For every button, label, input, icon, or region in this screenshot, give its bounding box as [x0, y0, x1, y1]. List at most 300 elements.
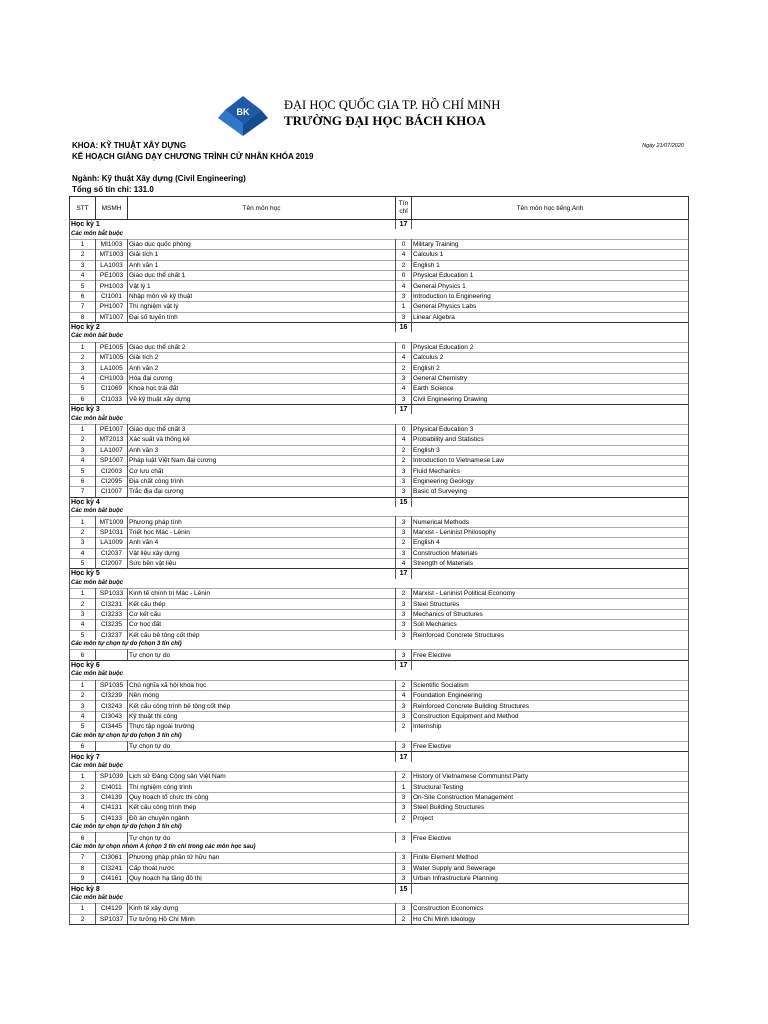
course-code: MI1003: [96, 239, 128, 249]
course-name: Thí nghiệm công trình: [128, 782, 396, 792]
course-row: [70, 445, 689, 455]
course-row: [70, 813, 689, 823]
course-name: Giải tích 1: [128, 250, 396, 260]
semester-label: Học kỳ 8: [70, 884, 396, 894]
course-credits: 1: [396, 782, 412, 792]
course-code: PE1003: [96, 270, 128, 280]
course-name: Thực tập ngoài trường: [128, 722, 396, 732]
course-index: 4: [70, 620, 96, 630]
course-credits: 3: [396, 853, 412, 863]
column-header-credits: Tín chỉ: [396, 197, 412, 220]
course-name: Nhập môn về kỹ thuật: [128, 291, 396, 301]
course-name: Hóa đại cương: [128, 373, 396, 383]
semester-row: [70, 220, 689, 230]
course-group-row: [70, 229, 689, 239]
course-credits: 3: [396, 394, 412, 404]
course-row: [70, 863, 689, 873]
course-name: Anh văn 4: [128, 538, 396, 548]
document-date: Ngày 21/07/2020: [642, 143, 684, 149]
course-name: Vật lý 1: [128, 281, 396, 291]
course-code: [96, 741, 128, 751]
course-credits: 2: [396, 914, 412, 924]
course-credits: 4: [396, 690, 412, 700]
course-name: Kinh tế xây dựng: [128, 904, 396, 914]
course-credits: 2: [396, 260, 412, 270]
course-name: Kết cấu thép: [128, 599, 396, 609]
semester-credits: 15: [396, 884, 412, 894]
course-english-name: Civil Engineering Drawing: [412, 394, 689, 404]
course-english-name: Marxist - Leninist Political Economy: [412, 589, 689, 599]
semester-label: Học kỳ 1: [70, 220, 396, 230]
course-row: [70, 270, 689, 280]
semester-row: [70, 752, 689, 762]
semester-credits: 17: [396, 752, 412, 762]
course-index: 6: [70, 476, 96, 486]
course-credits: 3: [396, 373, 412, 383]
course-english-name: Engineering Geology: [412, 476, 689, 486]
course-name: Cấp thoát nước: [128, 863, 396, 873]
course-row: [70, 424, 689, 434]
course-code: CI2037: [96, 548, 128, 558]
course-code: CI3061: [96, 853, 128, 863]
course-code: CI1001: [96, 291, 128, 301]
course-english-name: Introduction to Vietnamese Law: [412, 455, 689, 465]
course-group-label: Các môn bắt buộc: [70, 762, 689, 772]
course-index: 1: [70, 772, 96, 782]
course-index: 2: [70, 599, 96, 609]
course-row: [70, 741, 689, 751]
course-index: 3: [70, 538, 96, 548]
course-english-name: Finite Element Method: [412, 853, 689, 863]
course-row: [70, 772, 689, 782]
course-name: Tự chọn tự do: [128, 741, 396, 751]
course-row: [70, 538, 689, 548]
course-code: PH1003: [96, 281, 128, 291]
course-code: SP1007: [96, 455, 128, 465]
course-index: 1: [70, 239, 96, 249]
course-name: Tư tưởng Hồ Chí Minh: [128, 914, 396, 924]
course-name: Cơ học đất: [128, 620, 396, 630]
course-row: [70, 914, 689, 924]
course-credits: 3: [396, 466, 412, 476]
course-name: Giáo dục thể chất 1: [128, 270, 396, 280]
course-code: CI3043: [96, 711, 128, 721]
course-english-name: Marxist - Leninist Philosophy: [412, 527, 689, 537]
course-credits: 4: [396, 435, 412, 445]
course-name: Giải tích 2: [128, 353, 396, 363]
course-english-name: Construction Materials: [412, 548, 689, 558]
course-group-label: Các môn tự chọn tự do (chọn 3 tín chỉ): [70, 640, 689, 650]
course-english-name: Structural Testing: [412, 782, 689, 792]
course-english-name: Physical Education 3: [412, 424, 689, 434]
course-name: Tự chọn tự do: [128, 833, 396, 843]
table-header-row: [70, 197, 689, 220]
course-group-row: [70, 579, 689, 589]
course-english-name: Military Training: [412, 239, 689, 249]
course-group-row: [70, 894, 689, 904]
course-index: 1: [70, 517, 96, 527]
course-code: CI3445: [96, 722, 128, 732]
course-index: 5: [70, 558, 96, 568]
semester-spacer: [412, 220, 689, 230]
course-index: 1: [70, 589, 96, 599]
course-code: MT1005: [96, 353, 128, 363]
course-row: [70, 630, 689, 640]
course-english-name: Strength of Materials: [412, 558, 689, 568]
course-index: 2: [70, 435, 96, 445]
course-code: CI4129: [96, 904, 128, 914]
course-english-name: Free Elective: [412, 650, 689, 660]
semester-credits: 17: [396, 569, 412, 579]
course-credits: 3: [396, 833, 412, 843]
course-credits: 3: [396, 487, 412, 497]
semester-spacer: [412, 884, 689, 894]
course-credits: 2: [396, 538, 412, 548]
course-english-name: History of Vietnamese Communist Party: [412, 772, 689, 782]
course-english-name: Steel Building Structures: [412, 803, 689, 813]
course-english-name: Internship: [412, 722, 689, 732]
course-code: CI1007: [96, 487, 128, 497]
course-index: 5: [70, 813, 96, 823]
course-code: CI2007: [96, 558, 128, 568]
faculty-label: KHOA: KỸ THUẬT XÂY DỰNG: [72, 141, 187, 150]
course-credits: 3: [396, 620, 412, 630]
course-code: LA1003: [96, 260, 128, 270]
course-index: 6: [70, 833, 96, 843]
semester-label: Học kỳ 5: [70, 569, 396, 579]
course-index: 1: [70, 424, 96, 434]
semester-credits: 15: [396, 497, 412, 507]
course-name: Lịch sử Đảng Cộng sản Việt Nam: [128, 772, 396, 782]
course-index: 1: [70, 904, 96, 914]
course-english-name: Ho Chi Minh Ideology: [412, 914, 689, 924]
course-row: [70, 609, 689, 619]
course-english-name: Free Elective: [412, 741, 689, 751]
course-row: [70, 782, 689, 792]
course-credits: 2: [396, 589, 412, 599]
course-row: [70, 589, 689, 599]
course-code: PE1005: [96, 342, 128, 352]
course-name: Xác suất và thống kê: [128, 435, 396, 445]
column-header-english-name: Tên môn học tiếng Anh: [412, 197, 689, 220]
course-index: 2: [70, 527, 96, 537]
course-credits: 3: [396, 599, 412, 609]
course-credits: 4: [396, 281, 412, 291]
course-row: [70, 803, 689, 813]
course-row: [70, 342, 689, 352]
course-code: SP1031: [96, 527, 128, 537]
course-credits: 3: [396, 650, 412, 660]
course-code: MT1003: [96, 250, 128, 260]
course-index: 3: [70, 260, 96, 270]
course-english-name: Numerical Methods: [412, 517, 689, 527]
course-index: 4: [70, 373, 96, 383]
course-name: Khoa học trái đất: [128, 384, 396, 394]
course-name: Triết học Mác - Lênin: [128, 527, 396, 537]
course-name: Kết cấu công trình bê tông cốt thép: [128, 701, 396, 711]
course-credits: 0: [396, 424, 412, 434]
course-row: [70, 690, 689, 700]
course-english-name: English 2: [412, 363, 689, 373]
course-code: MT2013: [96, 435, 128, 445]
course-credits: 3: [396, 701, 412, 711]
curriculum-table: [69, 196, 689, 925]
semester-spacer: [412, 569, 689, 579]
course-index: 4: [70, 803, 96, 813]
course-group-label: Các môn bắt buộc: [70, 670, 689, 680]
course-index: 3: [70, 363, 96, 373]
course-code: CI4133: [96, 813, 128, 823]
course-group-row: [70, 823, 689, 833]
course-code: CI3233: [96, 609, 128, 619]
course-row: [70, 435, 689, 445]
course-row: [70, 394, 689, 404]
course-code: MT1009: [96, 517, 128, 527]
course-credits: 3: [396, 863, 412, 873]
course-row: [70, 312, 689, 322]
logo-text: BK: [236, 107, 250, 117]
course-name: Địa chất công trình: [128, 476, 396, 486]
course-index: 2: [70, 353, 96, 363]
course-code: SP1039: [96, 772, 128, 782]
course-credits: 3: [396, 792, 412, 802]
course-row: [70, 353, 689, 363]
course-code: SP1035: [96, 680, 128, 690]
course-index: 5: [70, 384, 96, 394]
course-index: 4: [70, 455, 96, 465]
course-code: CH1003: [96, 373, 128, 383]
course-english-name: On-Site Construction Management: [412, 792, 689, 802]
course-index: 5: [70, 281, 96, 291]
semester-row: [70, 497, 689, 507]
course-index: 2: [70, 690, 96, 700]
course-credits: 3: [396, 874, 412, 884]
course-row: [70, 302, 689, 312]
course-name: Kỹ thuật thi công: [128, 711, 396, 721]
course-code: [96, 650, 128, 660]
semester-row: [70, 660, 689, 670]
course-name: Giáo dục thể chất 2: [128, 342, 396, 352]
course-row: [70, 363, 689, 373]
course-credits: 3: [396, 517, 412, 527]
course-english-name: General Chemistry: [412, 373, 689, 383]
course-code: SP1037: [96, 914, 128, 924]
semester-row: [70, 405, 689, 415]
course-english-name: Construction Equipment and Method: [412, 711, 689, 721]
course-index: 2: [70, 250, 96, 260]
course-index: 2: [70, 914, 96, 924]
course-index: 2: [70, 782, 96, 792]
course-code: CI3239: [96, 690, 128, 700]
semester-spacer: [412, 405, 689, 415]
course-credits: 3: [396, 630, 412, 640]
course-code: LA1007: [96, 445, 128, 455]
course-group-label: Các môn tự chọn nhóm A (chọn 3 tín chỉ trong các môn học sau): [70, 843, 689, 853]
course-credits: 4: [396, 353, 412, 363]
course-english-name: Urban Infrastructure Planning: [412, 874, 689, 884]
semester-label: Học kỳ 4: [70, 497, 396, 507]
course-row: [70, 281, 689, 291]
course-index: 1: [70, 680, 96, 690]
course-name: Anh văn 3: [128, 445, 396, 455]
semester-label: Học kỳ 6: [70, 660, 396, 670]
course-name: Đại số tuyến tính: [128, 312, 396, 322]
course-group-label: Các môn tự chọn tự do (chọn 3 tín chỉ): [70, 823, 689, 833]
semester-label: Học kỳ 2: [70, 322, 396, 332]
course-credits: 0: [396, 270, 412, 280]
course-english-name: Basic of Surveying: [412, 487, 689, 497]
course-row: [70, 599, 689, 609]
course-group-label: Các môn bắt buộc: [70, 894, 689, 904]
column-header-course-name: Tên môn học: [128, 197, 396, 220]
course-credits: 2: [396, 455, 412, 465]
semester-row: [70, 322, 689, 332]
course-code: CI2003: [96, 466, 128, 476]
course-name: Anh văn 1: [128, 260, 396, 270]
course-english-name: Water Supply and Sewerage: [412, 863, 689, 873]
course-row: [70, 527, 689, 537]
semester-spacer: [412, 752, 689, 762]
course-credits: 1: [396, 302, 412, 312]
semester-spacer: [412, 497, 689, 507]
course-name: Quy hoạch tổ chức thi công: [128, 792, 396, 802]
course-group-row: [70, 507, 689, 517]
course-english-name: Free Elective: [412, 833, 689, 843]
course-row: [70, 291, 689, 301]
course-index: 7: [70, 853, 96, 863]
course-row: [70, 904, 689, 914]
course-row: [70, 384, 689, 394]
course-group-row: [70, 640, 689, 650]
semester-spacer: [412, 322, 689, 332]
course-name: Thí nghiệm vật lý: [128, 302, 396, 312]
course-group-label: Các môn bắt buộc: [70, 507, 689, 517]
course-row: [70, 373, 689, 383]
course-english-name: Construction Economics: [412, 904, 689, 914]
course-name: Phương pháp tính: [128, 517, 396, 527]
course-credits: 3: [396, 527, 412, 537]
course-name: Kinh tế chính trị Mác - Lênin: [128, 589, 396, 599]
university-name: ĐẠI HỌC QUỐC GIA TP. HỒ CHÍ MINH: [284, 98, 501, 112]
course-english-name: Calculus 2: [412, 353, 689, 363]
course-row: [70, 874, 689, 884]
course-credits: 2: [396, 445, 412, 455]
semester-label: Học kỳ 7: [70, 752, 396, 762]
course-english-name: Probability and Statistics: [412, 435, 689, 445]
course-index: 5: [70, 722, 96, 732]
course-index: 6: [70, 741, 96, 751]
course-english-name: Reinforced Concrete Structures: [412, 630, 689, 640]
course-row: [70, 548, 689, 558]
major-label: Ngành: Kỹ thuật Xây dựng (Civil Engineering): [72, 174, 246, 183]
course-group-row: [70, 843, 689, 853]
course-group-label: Các môn bắt buộc: [70, 579, 689, 589]
course-credits: 3: [396, 291, 412, 301]
course-index: 4: [70, 548, 96, 558]
course-index: 4: [70, 270, 96, 280]
course-group-row: [70, 332, 689, 342]
course-code: CI3237: [96, 630, 128, 640]
course-row: [70, 711, 689, 721]
course-code: SP1033: [96, 589, 128, 599]
semester-spacer: [412, 660, 689, 670]
course-row: [70, 558, 689, 568]
course-english-name: English 1: [412, 260, 689, 270]
course-row: [70, 833, 689, 843]
course-name: Phương pháp phần tử hữu hạn: [128, 853, 396, 863]
course-code: CI3241: [96, 863, 128, 873]
course-english-name: Calculus 1: [412, 250, 689, 260]
course-credits: 0: [396, 239, 412, 249]
course-index: 5: [70, 466, 96, 476]
course-name: Tự chọn tự do: [128, 650, 396, 660]
course-index: 6: [70, 291, 96, 301]
course-english-name: Linear Algebra: [412, 312, 689, 322]
course-name: Vẽ kỹ thuật xây dựng: [128, 394, 396, 404]
course-row: [70, 455, 689, 465]
course-code: CI4011: [96, 782, 128, 792]
course-name: Giáo dục thể chất 3: [128, 424, 396, 434]
course-index: 3: [70, 609, 96, 619]
course-credits: 3: [396, 741, 412, 751]
course-english-name: Foundation Engineering: [412, 690, 689, 700]
course-row: [70, 722, 689, 732]
course-credits: 4: [396, 384, 412, 394]
course-name: Anh văn 2: [128, 363, 396, 373]
course-group-label: Các môn tự chọn tự do (chọn 3 tín chỉ): [70, 732, 689, 742]
course-index: 5: [70, 630, 96, 640]
course-credits: 2: [396, 722, 412, 732]
course-name: Kết cấu bê tông cốt thép: [128, 630, 396, 640]
course-credits: 0: [396, 342, 412, 352]
course-index: 6: [70, 394, 96, 404]
course-credits: 3: [396, 711, 412, 721]
course-code: PE1007: [96, 424, 128, 434]
course-row: [70, 487, 689, 497]
course-index: 7: [70, 487, 96, 497]
course-name: Quy hoạch hạ tầng đô thị: [128, 874, 396, 884]
course-index: 8: [70, 312, 96, 322]
course-row: [70, 466, 689, 476]
course-group-row: [70, 762, 689, 772]
course-name: Kết cấu công trình thép: [128, 803, 396, 813]
course-english-name: Steel Structures: [412, 599, 689, 609]
university-logo: [218, 96, 268, 136]
semester-row: [70, 884, 689, 894]
course-english-name: Scientific Socialism: [412, 680, 689, 690]
course-name: Giáo dục quốc phòng: [128, 239, 396, 249]
course-english-name: Soil Mechanics: [412, 620, 689, 630]
total-credits: Tổng số tín chỉ: 131.0: [72, 185, 154, 194]
course-row: [70, 701, 689, 711]
course-row: [70, 239, 689, 249]
course-english-name: Reinforced Concrete Building Structures: [412, 701, 689, 711]
course-row: [70, 853, 689, 863]
semester-row: [70, 569, 689, 579]
course-row: [70, 476, 689, 486]
course-code: CI4161: [96, 874, 128, 884]
course-name: Nền móng: [128, 690, 396, 700]
course-credits: 3: [396, 548, 412, 558]
course-code: CI2095: [96, 476, 128, 486]
course-name: Sức bền vật liệu: [128, 558, 396, 568]
course-credits: 2: [396, 813, 412, 823]
course-credits: 4: [396, 558, 412, 568]
course-index: 6: [70, 650, 96, 660]
course-english-name: General Physics 1: [412, 281, 689, 291]
semester-label: Học kỳ 3: [70, 405, 396, 415]
course-credits: 3: [396, 904, 412, 914]
